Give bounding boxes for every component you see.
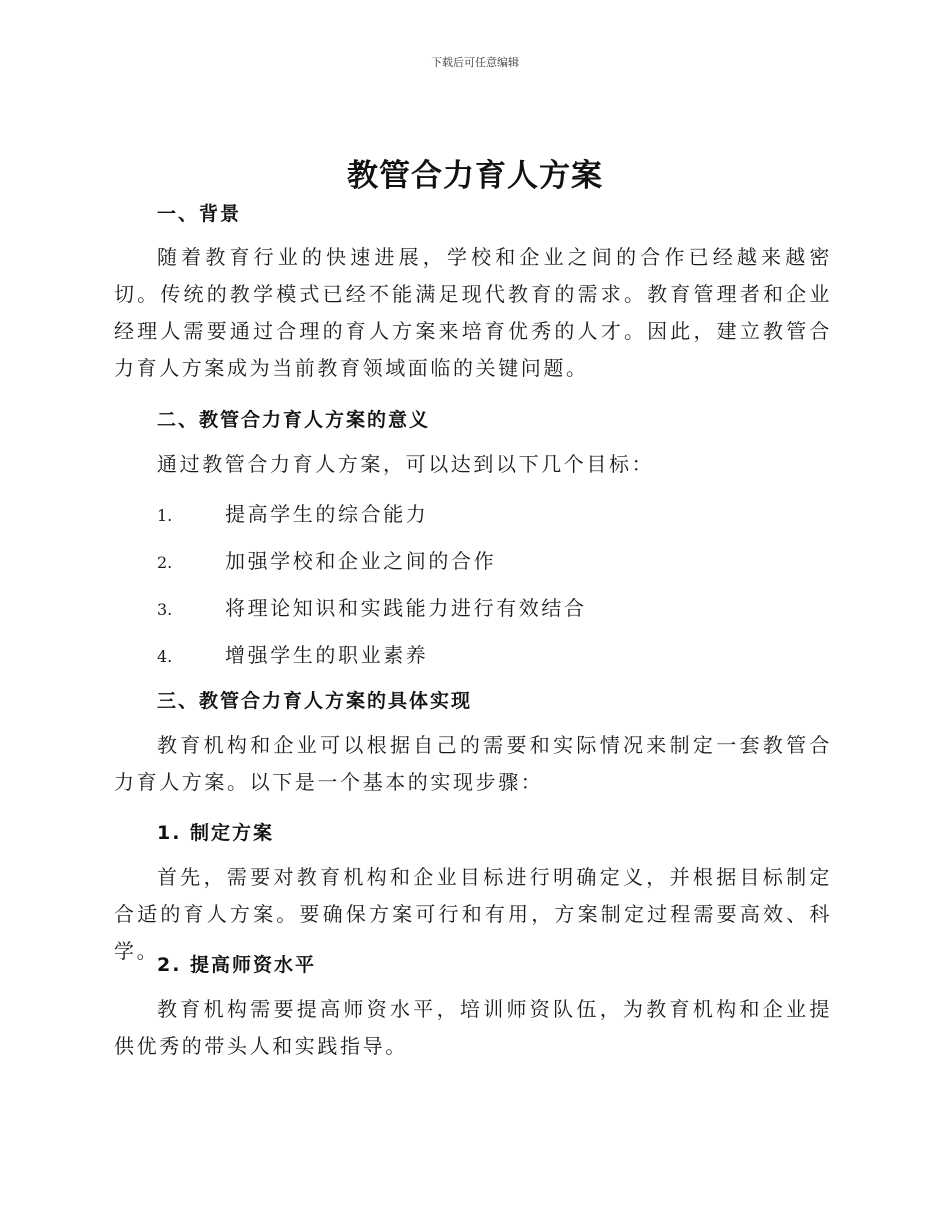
document-title: 教管合力育人方案 <box>347 158 603 194</box>
list-text: 提高学生的综合能力 <box>225 502 429 526</box>
plan-paragraph: 首先，需要对教育机构和企业目标进行明确定义，并根据目标制定合适的育人方案。要确保方案可行和有用，方案制定过程需要高效、科学。 <box>114 865 832 963</box>
teachers-paragraph: 教育机构需要提高师资水平，培训师资队伍，为教育机构和企业提供优秀的带头人和实践指导。 <box>114 997 832 1058</box>
list-item <box>157 545 496 574</box>
list-number: 2. <box>157 553 173 572</box>
section-heading-significance: 二、教管合力育人方案的意义 <box>157 409 431 431</box>
list-number: 4. <box>157 647 173 666</box>
section-heading-background: 一、背景 <box>157 203 242 225</box>
list-item <box>157 639 428 668</box>
list-item <box>157 498 428 527</box>
section-heading-implementation: 三、教管合力育人方案的具体实现 <box>157 690 473 712</box>
significance-intro: 通过教管合力育人方案，可以达到以下几个目标： <box>157 452 655 476</box>
background-paragraph: 随着教育行业的快速进展，学校和企业之间的合作已经越来越密切。传统的教学模式已经不能满足现代教育的需求。教育管理者和企业经理人需要通过合理的育人方案来培育优秀的人才。因此，建立教管合力育人方案成为当前教育领域面临的关键问题。 <box>114 245 832 380</box>
list-text: 增强学生的职业素养 <box>225 643 429 667</box>
list-text: 加强学校和企业之间的合作 <box>225 549 497 573</box>
subsection-heading-teachers: 2. 提高师资水平 <box>157 954 317 976</box>
list-number: 1. <box>157 506 173 525</box>
list-number: 3. <box>157 600 173 619</box>
implementation-paragraph: 教育机构和企业可以根据自己的需要和实际情况来制定一套教管合力育人方案。以下是一个基本的实现步骤： <box>114 733 832 794</box>
list-text: 将理论知识和实践能力进行有效结合 <box>225 596 587 620</box>
subsection-heading-plan: 1. 制定方案 <box>157 822 275 844</box>
header-note: 下载后可任意编辑 <box>431 56 519 69</box>
list-item <box>157 592 587 621</box>
